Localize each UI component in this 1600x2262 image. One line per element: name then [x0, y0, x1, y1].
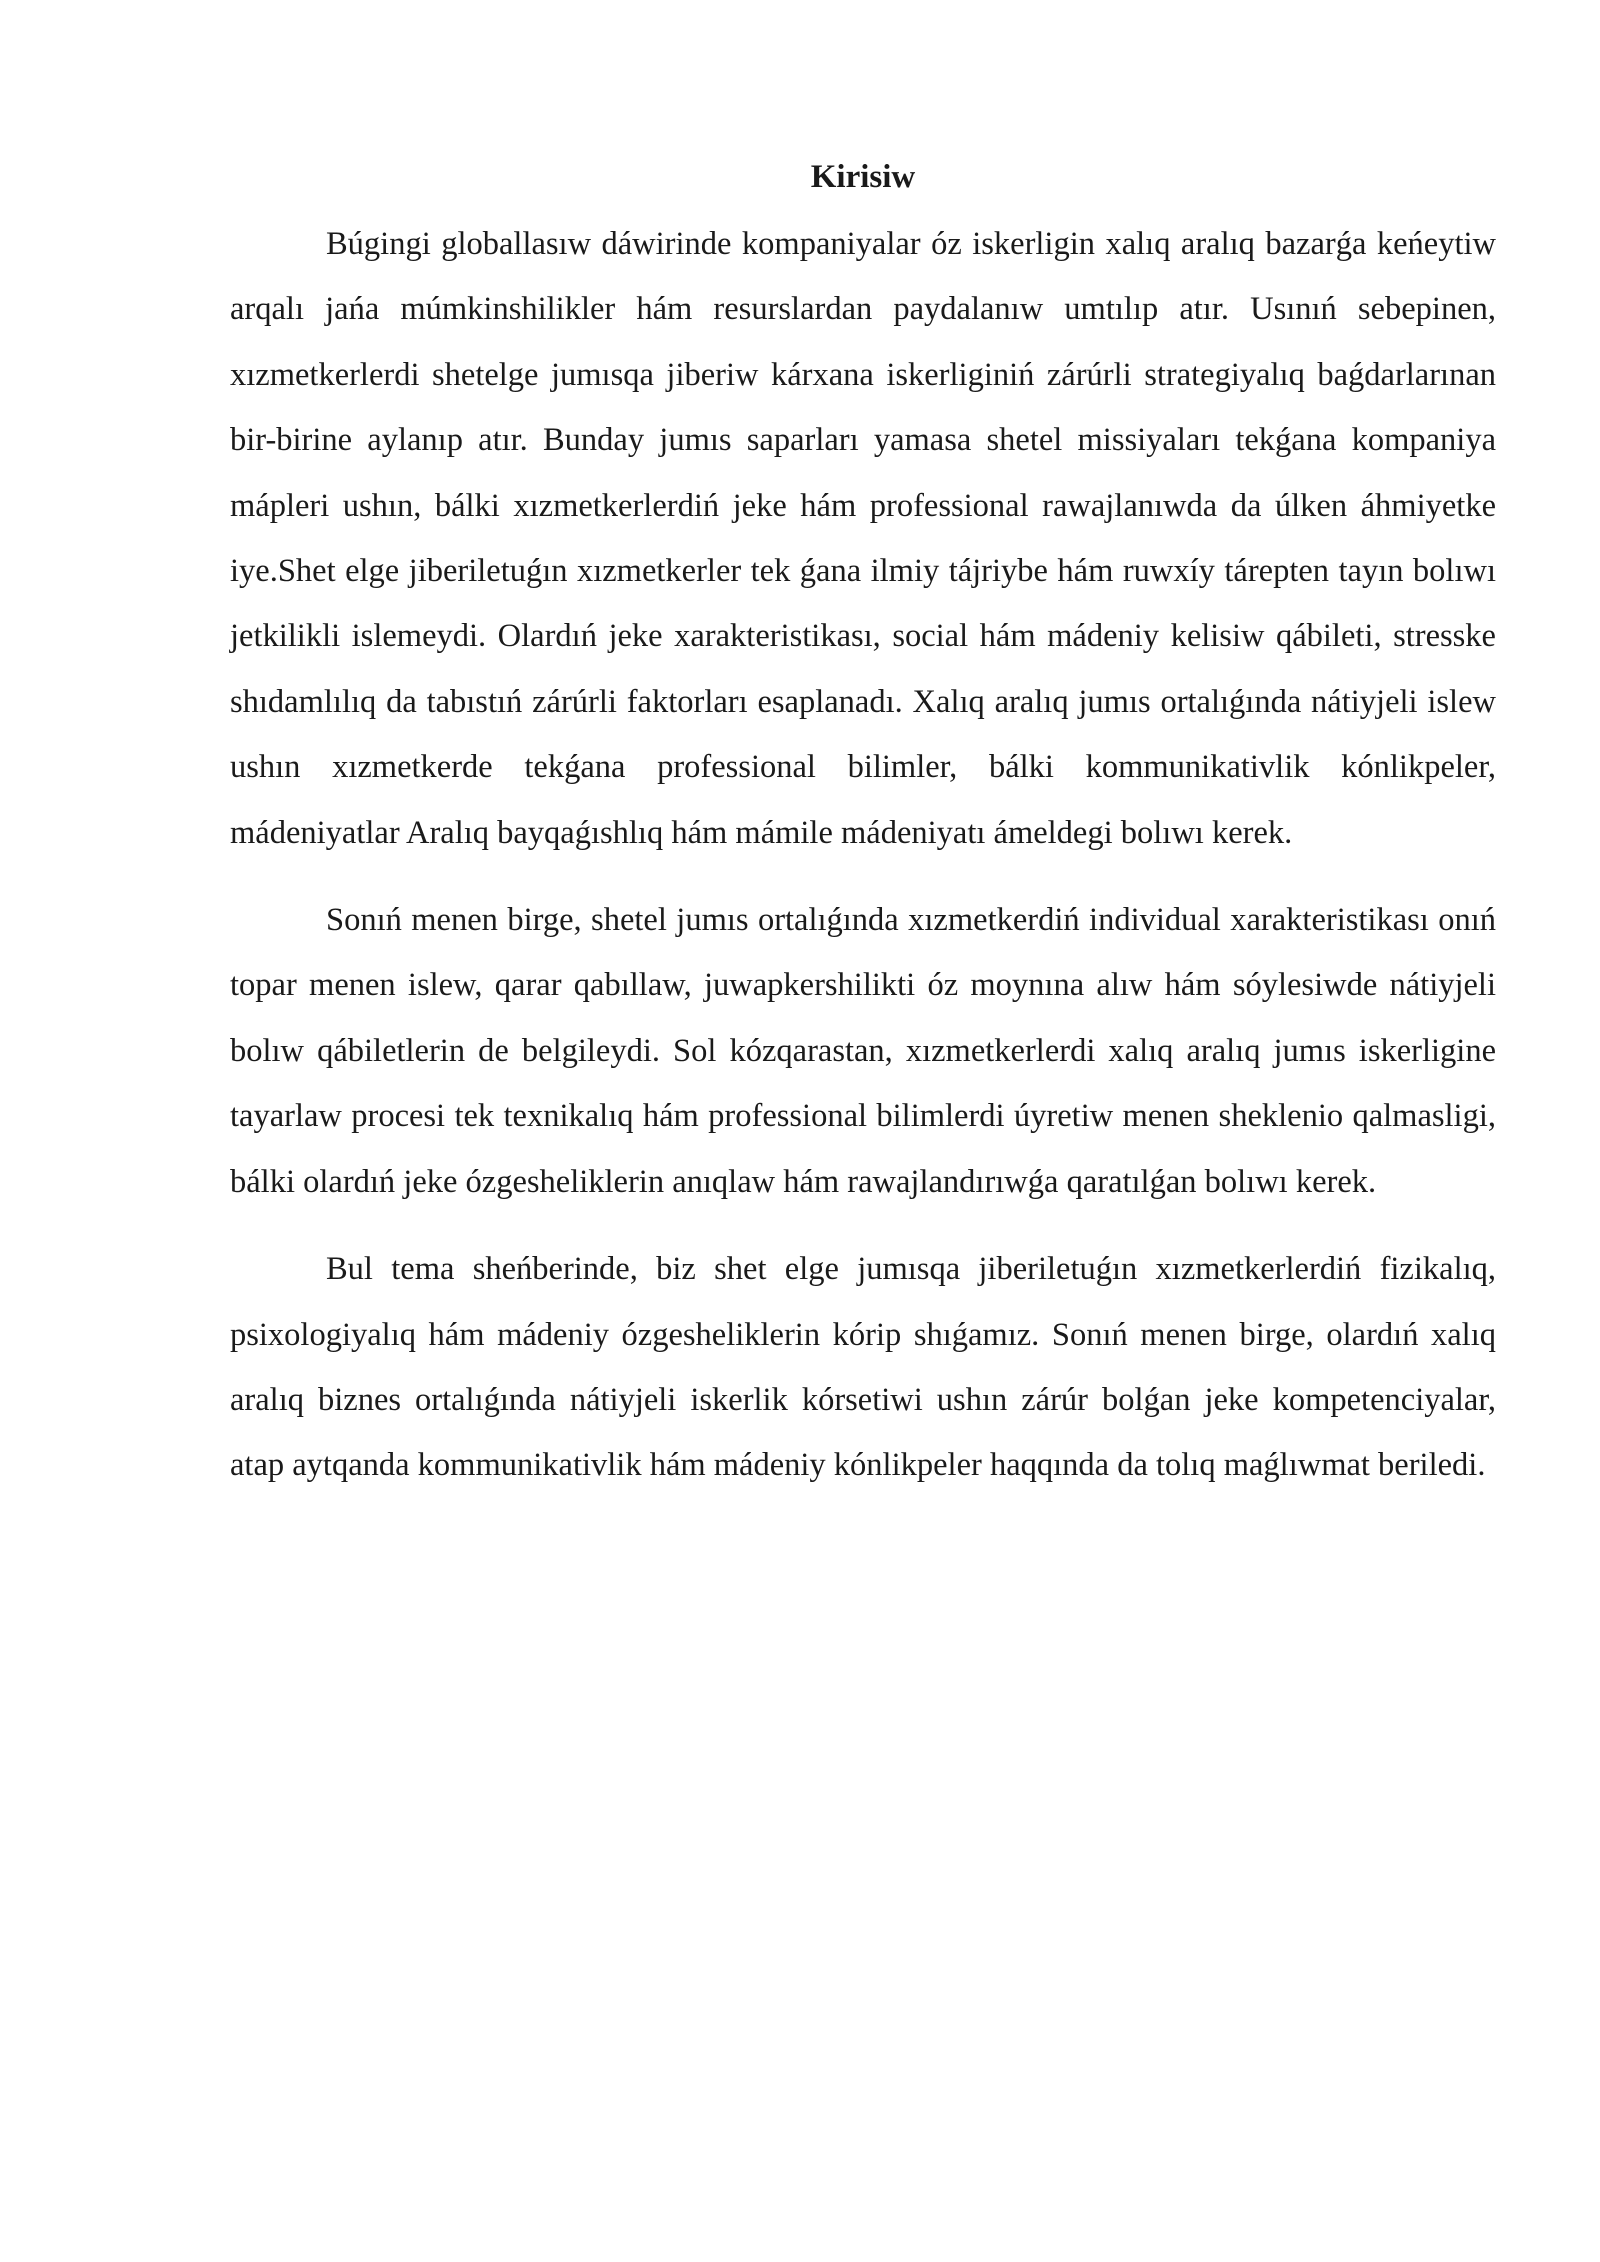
document-body [230, 148, 1496, 1521]
paragraph-3: Bul tema sheńberinde, biz shet elge jumısqa jiberiletuǵın xızmetkerlerdiń fizikalıq, psixologiyalıq hám mádeniy ózgesheliklerin kórip shıǵamız. Sonıń menen birge, olardıń xalıq aralıq biznes ortalıǵında nátiyjeli iskerlik kórsetiwi ushın zárúr bolǵan jeke kompetenciyalar, atap aytqanda kommunikativlik hám mádeniy kónlikpeler haqqında da tolıq maǵlıwmat beriledi. [230, 1251, 1496, 1484]
document-title: Kirisiw [810, 159, 916, 195]
paragraph-1: Búgingi globallasıw dáwirinde kompaniyalar óz iskerligin xalıq aralıq bazarǵa keńeytiw arqalı jańa múmkinshilikler hám resurslardan paydalanıw umtılıp atır. Usınıń sebepinen, xızmetkerlerdi shetelge jumısqa jiberiw kárxana iskerliginiń zárúrli strategiyalıq baǵdarlarınan bir-birine aylanıp atır. Bunday jumıs saparları yamasa shetel missiyaları tekǵana kompaniya mápleri ushın, bálki xızmetkerlerdiń jeke hám professional rawajlanıwda da úlken áhmiyetke iye.Shet elge jiberiletuǵın xızmetkerler tek ǵana ilmiy tájriybe hám ruwxíy tárepten tayın bolıwı jetkilikli islemeydi. Olardıń jeke xarakteristikası, social hám mádeniy kelisiw qábileti, stresske shıdamlılıq da tabıstıń zárúrli faktorları esaplanadı. Xalıq aralıq jumıs ortalıǵında nátiyjeli islew ushın xızmetkerde tekǵana professional bilimler, bálki kommunikativlik kónlikpeler, mádeniyatlar Aralıq bayqaǵıshlıq hám mámile mádeniyatı ámeldegi bolıwı kerek. [230, 226, 1496, 851]
paragraph-2: Sonıń menen birge, shetel jumıs ortalıǵında xızmetkerdiń individual xarakteristikası onıń topar menen islew, qarar qabıllaw, juwapkershilikti óz moynına alıw hám sóylesiwde nátiyjeli bolıw qábiletlerin de belgileydi. Sol kózqarastan, xızmetkerlerdi xalıq aralıq jumıs iskerligine tayarlaw procesi tek texnikalıq hám professional bilimlerdi úyretiw menen sheklenio qalmasligi, bálki olardıń jeke ózgesheliklerin anıqlaw hám rawajlandırıwǵa qaratılǵan bolıwı kerek. [230, 902, 1496, 1200]
